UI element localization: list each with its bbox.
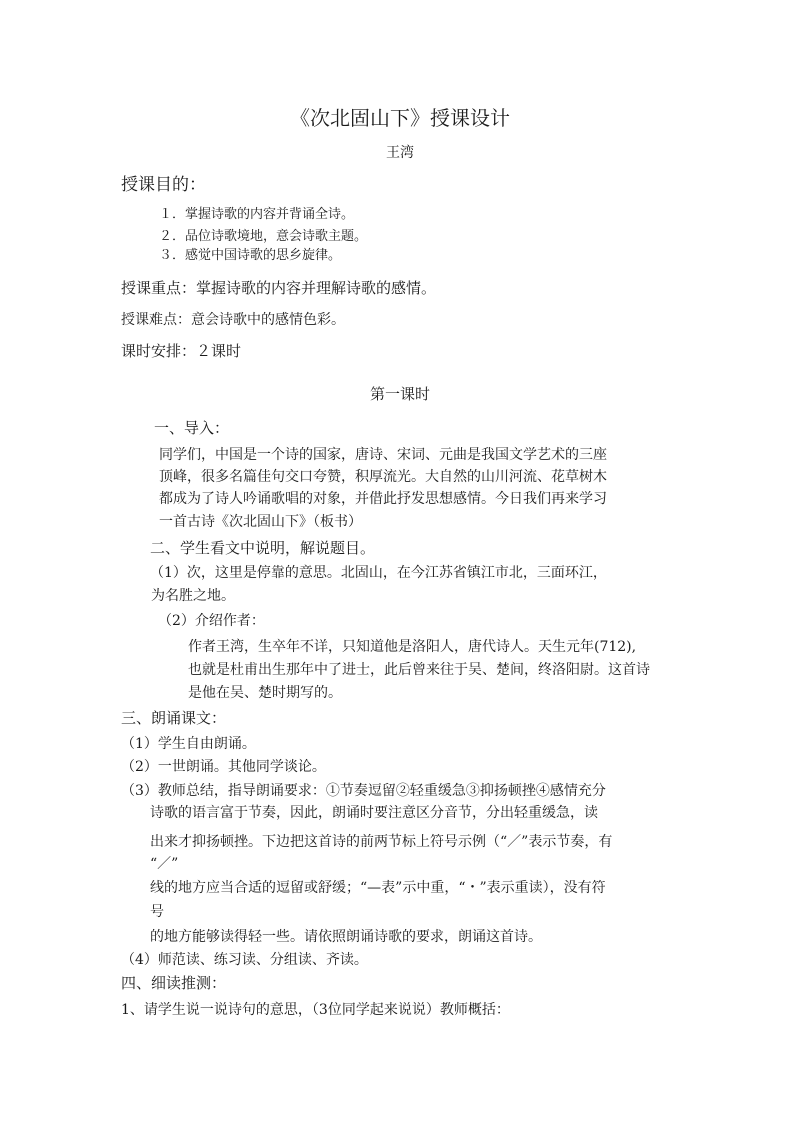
paragraph-line: 的地方能够读得轻一些。请依照朗诵诗歌的要求，朗诵这首诗。 bbox=[150, 929, 542, 945]
paragraph-line: 顶峰，很多名篇佳句交口夸赞，积厚流光。大自然的山川河流、花草树木 bbox=[159, 469, 607, 485]
paragraph-line: 出来才抑扬顿挫。下边把这首诗的前两节标上符号示例（“／”表示节奏，有 bbox=[150, 834, 613, 850]
paragraph-line: “／” bbox=[150, 856, 179, 872]
paragraph-line: （4）师范读、练习读、分组读、齐读。 bbox=[121, 952, 368, 968]
section-3-heading: 三、朗诵课文： bbox=[121, 709, 227, 727]
paragraph-line: （2）介绍作者： bbox=[158, 613, 265, 629]
paragraph-line: 线的地方应当合适的逗留或舒缓；“—表”示中重，“・”表示重读），没有符 bbox=[150, 880, 606, 896]
paragraph-line: 诗歌的语言富于节奏，因此，朗诵时要注意区分音节，分出轻重缓急，读 bbox=[150, 805, 598, 821]
paragraph-line: 都成为了诗人吟诵歌唱的对象，并借此抒发思想感情。今日我们再来学习 bbox=[159, 491, 607, 507]
paragraph-line: （1）次，这里是停靠的意思。北固山，在今江苏省镇江市北，三面环江， bbox=[150, 565, 607, 581]
section-4-heading: 四、细读推测： bbox=[121, 974, 227, 992]
paragraph-line: 同学们，中国是一个诗的国家，唐诗、宋词、元曲是我国文学艺术的三座 bbox=[159, 447, 607, 463]
section-1-heading: 一、导入： bbox=[154, 419, 230, 437]
objective-item: ３．感觉中国诗歌的思乡旋律。 bbox=[159, 248, 342, 263]
difficult-point: 授课难点：意会诗歌中的感情色彩。 bbox=[121, 312, 345, 328]
paragraph-line: 也就是杜甫出生那年中了进士，此后曾来往于吴、楚间，终洛阳尉。这首诗 bbox=[188, 662, 650, 678]
section-2-heading: 二、学生看文中说明，解说题目。 bbox=[150, 539, 376, 557]
paragraph-line: （1）学生自由朗诵。 bbox=[121, 736, 256, 752]
paragraph-line: 号 bbox=[150, 904, 164, 920]
schedule: 课时安排：２课时 bbox=[121, 342, 242, 360]
key-point: 授课重点：掌握诗歌的内容并理解诗歌的感情。 bbox=[121, 279, 437, 297]
paragraph-line: （3）教师总结，指导朗诵要求：①节奏逗留②轻重缓急③抑扬顿挫④感情充分 bbox=[121, 783, 606, 799]
paragraph-line: 一首古诗《次北固山下》（板书） bbox=[159, 514, 362, 530]
objectives-heading: 授课目的： bbox=[121, 175, 206, 195]
paragraph-line: （2）一世朗诵。其他同学谈论。 bbox=[121, 759, 326, 775]
objective-item: １．掌握诗歌的内容并背诵全诗。 bbox=[159, 207, 355, 222]
paragraph-line: 1、请学生说一说诗句的意思，（3位同学起来说说）教师概括： bbox=[121, 1002, 510, 1018]
lesson-title: 第一课时 bbox=[369, 385, 430, 403]
paragraph-line: 作者王湾，生卒年不详，只知道他是洛阳人，唐代诗人。天生元年(712), bbox=[188, 639, 637, 655]
author-name: 王湾 bbox=[386, 145, 414, 161]
objective-item: ２．品位诗歌境地，意会诗歌主题。 bbox=[159, 229, 368, 244]
document-title: 《次北固山下》授课设计 bbox=[290, 106, 510, 130]
paragraph-line: 是他在吴、楚时期写的。 bbox=[188, 685, 342, 701]
paragraph-line: 为名胜之地。 bbox=[151, 588, 235, 604]
